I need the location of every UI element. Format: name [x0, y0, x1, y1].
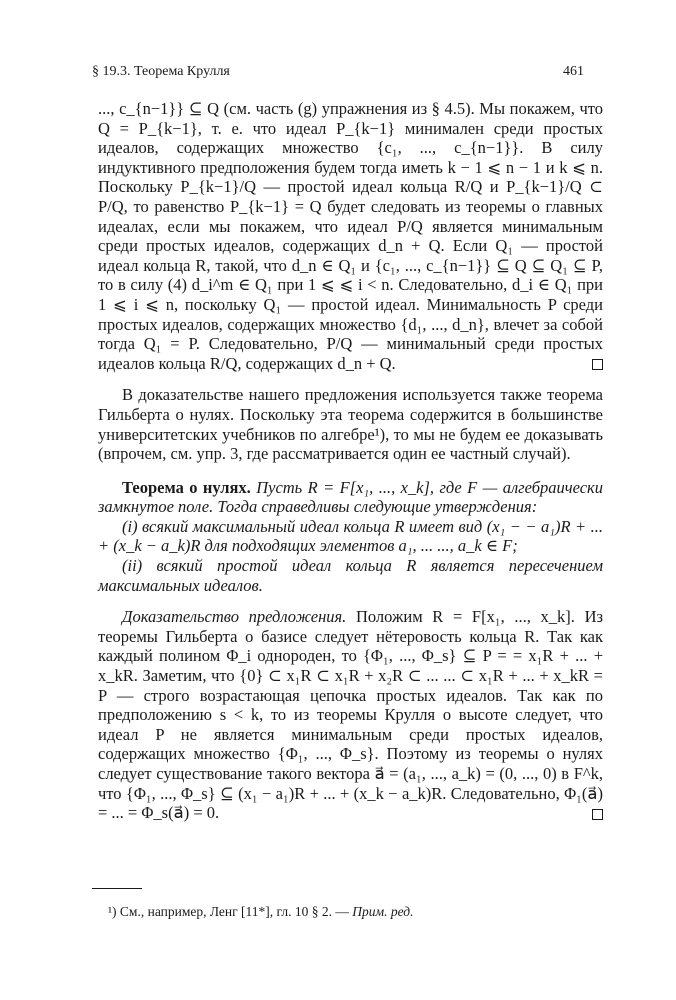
footnote-editor-note: Прим. ред.: [352, 904, 414, 919]
running-header: [92, 64, 584, 86]
page-number: 461: [563, 64, 584, 79]
paragraph-hilbert-intro: В доказательстве нашего предложения используется также теорема Гильберта о нулях. Поскольку эта теорема содержится в большинстве университетских учебников по алгебре¹), то мы не будем ее доказывать (впрочем, см. упр. 3, где рассматривается один ее частный случай).: [98, 385, 603, 464]
theorem-item-ii: (ii) всякий простой идеал кольца R является пересечением максимальных идеалов.: [98, 556, 603, 595]
footnote-text: См., например, Ленг [11*], гл. 10 § 2. —: [119, 904, 349, 919]
theorem-statement: [98, 478, 603, 517]
section-title: § 19.3. Теорема Крулля: [92, 64, 230, 79]
proof-heading: Доказательство предложения.: [122, 607, 347, 627]
paragraph-proof-continuation: [98, 99, 603, 373]
footnote: [108, 904, 414, 920]
qed-symbol: [592, 809, 603, 820]
theorem-heading: Теорема о нулях.: [122, 477, 251, 497]
footnote-divider: [92, 888, 142, 889]
proof-paragraph: [98, 607, 603, 823]
footnote-mark: ¹): [108, 904, 117, 919]
proof-body: Положим R = F[x₁, ..., x_k]. Из теоремы Гильберта о базисе следует нётеровость кольца R. Так как каждый полином Φ_i однороден, то {Φ₁, ..., Φ_s} ⊆ P = = x₁R + ... + x_kR. Заметим, что {0} ⊂ x₁R ⊂ x₁R + x₂R ⊂ ... ... ⊂ x₁R + ... + x_kR = P — строго возрастающая цепочка простых идеалов. Так как по предположению s < k, то из теоремы Крулля о высоте следует, что идеал P не является минимальным среди простых идеалов, содержащих множество {Φ₁, ..., Φ_s}. Поэтому из теоремы о нулях следует существование такого вектора a⃗ = (a₁, ..., a_k) = (0, ..., 0) в F^k, что {Φ₁, ..., Φ_s} ⊆ (x₁ − a₁)R + ... + (x_k − a_k)R. Следовательно, Φ₁(a⃗) = ... = Φ_s(a⃗) = 0.: [98, 607, 603, 823]
theorem-body: Пусть R = F[x₁, ..., x_k], где F — алгебраически замкнутое поле. Тогда справедливы следующие утверждения:: [98, 477, 604, 517]
paragraph-text: ..., c_{n−1}} ⊆ Q (см. часть (g) упражнения из § 4.5). Мы покажем, что Q = P_{k−1}, т. е. что идеал P_{k−1} минимален среди простых идеалов, содержащих множество {c₁, ..., c_{n−1}}. В силу индуктивного предположения будем тогда иметь k − 1 ⩽ n − 1 и k ⩽ n. Поскольку P_{k−1}/Q — простой идеал кольца R/Q и P_{k−1}/Q ⊂ P/Q, то равенство P_{k−1} = Q будет следовать из теоремы о главных идеалах, если мы покажем, что идеал P/Q является минимальным среди простых идеалов, содержащих d_n + Q. Если Q₁ — простой идеал кольца R, такой, что d_n ∈ Q₁ и {c₁, ..., c_{n−1}} ⊆ Q ⊆ Q₁ ⊆ P, то в силу (4) d_i^m ∈ Q₁ при 1 ⩽ ⩽ i < n. Следовательно, d_i ∈ Q₁ при 1 ⩽ i ⩽ n, поскольку Q₁ — простой идеал. Минимальность P среди простых идеалов, содержащих множество {d₁, ..., d_n}, влечет за собой тогда Q₁ = P. Следовательно, P/Q — минимальный среди простых идеалов кольца R/Q, содержащих d_n + Q.: [98, 99, 603, 373]
page-body: [98, 99, 603, 823]
theorem-item-i: (i) всякий максимальный идеал кольца R имеет вид (x₁ − − a₁)R + ... + (x_k − a_k)R для подходящих элементов a₁, ... ..., a_k ∈ F;: [98, 516, 603, 556]
qed-symbol: [592, 359, 603, 370]
